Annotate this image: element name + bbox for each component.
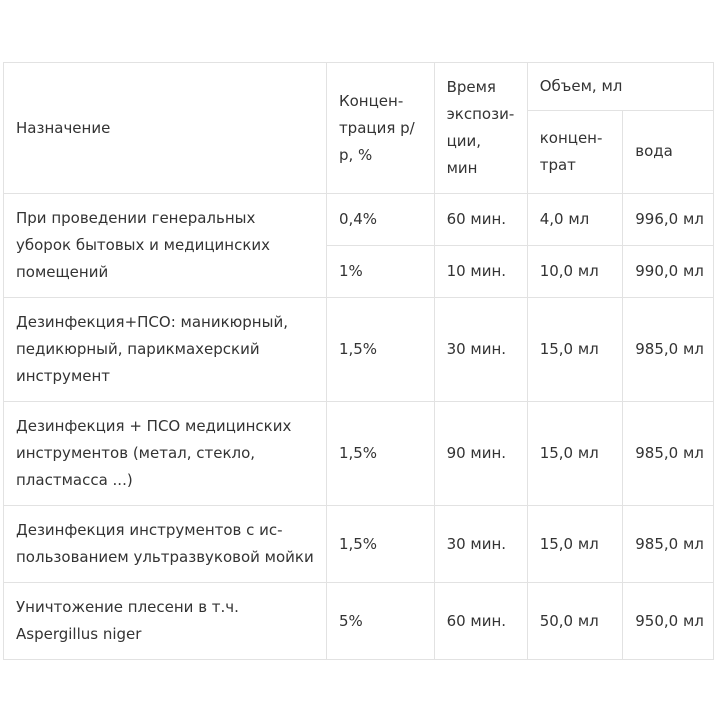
cell-volume-water: 985,0 мл bbox=[623, 506, 714, 583]
header-purpose: Назначение bbox=[4, 63, 327, 194]
cell-concentration: 5% bbox=[326, 583, 434, 660]
header-row bbox=[4, 63, 714, 111]
cell-purpose: Дезинфекция + ПСО медицинских инструментов (метал, стекло, пластмасса ...) bbox=[4, 402, 327, 506]
cell-volume-water: 985,0 мл bbox=[623, 402, 714, 506]
cell-exposure: 30 мин. bbox=[434, 506, 527, 583]
cell-volume-concentrate: 4,0 мл bbox=[527, 194, 623, 246]
cell-volume-concentrate: 50,0 мл bbox=[527, 583, 623, 660]
dilution-table-container bbox=[3, 62, 714, 660]
cell-concentration: 1% bbox=[326, 246, 434, 298]
cell-volume-concentrate: 15,0 мл bbox=[527, 402, 623, 506]
table-row bbox=[4, 402, 714, 506]
cell-exposure: 60 мин. bbox=[434, 194, 527, 246]
cell-concentration: 1,5% bbox=[326, 506, 434, 583]
cell-volume-concentrate: 15,0 мл bbox=[527, 298, 623, 402]
dilution-table bbox=[3, 62, 714, 660]
cell-volume-water: 985,0 мл bbox=[623, 298, 714, 402]
table-row bbox=[4, 583, 714, 660]
cell-volume-water: 990,0 мл bbox=[623, 246, 714, 298]
cell-volume-concentrate: 10,0 мл bbox=[527, 246, 623, 298]
header-volume-concentrate: концен- трат bbox=[527, 110, 623, 193]
table-row bbox=[4, 298, 714, 402]
cell-exposure: 90 мин. bbox=[434, 402, 527, 506]
table-row bbox=[4, 506, 714, 583]
cell-volume-concentrate: 15,0 мл bbox=[527, 506, 623, 583]
cell-exposure: 60 мин. bbox=[434, 583, 527, 660]
cell-purpose: Дезинфекция+ПСО: маникюрный, педикюрный, парикмахерский инструмент bbox=[4, 298, 327, 402]
cell-exposure: 10 мин. bbox=[434, 246, 527, 298]
cell-concentration: 0,4% bbox=[326, 194, 434, 246]
header-exposure: Время экспози- ции, мин bbox=[434, 63, 527, 194]
cell-volume-water: 996,0 мл bbox=[623, 194, 714, 246]
cell-volume-water: 950,0 мл bbox=[623, 583, 714, 660]
cell-purpose: Уничтожение плесени в т.ч. Aspergillus niger bbox=[4, 583, 327, 660]
header-concentration: Концен- трация р/ р, % bbox=[326, 63, 434, 194]
cell-concentration: 1,5% bbox=[326, 298, 434, 402]
header-volume: Объем, мл bbox=[527, 63, 713, 111]
header-volume-water: вода bbox=[623, 110, 714, 193]
cell-concentration: 1,5% bbox=[326, 402, 434, 506]
table-row bbox=[4, 194, 714, 246]
cell-purpose: При проведении генеральных уборок бытовых и медицинских помещений bbox=[4, 194, 327, 298]
cell-exposure: 30 мин. bbox=[434, 298, 527, 402]
cell-purpose: Дезинфекция инструментов с ис- пользованием ультразвуковой мойки bbox=[4, 506, 327, 583]
table-body bbox=[4, 194, 714, 660]
